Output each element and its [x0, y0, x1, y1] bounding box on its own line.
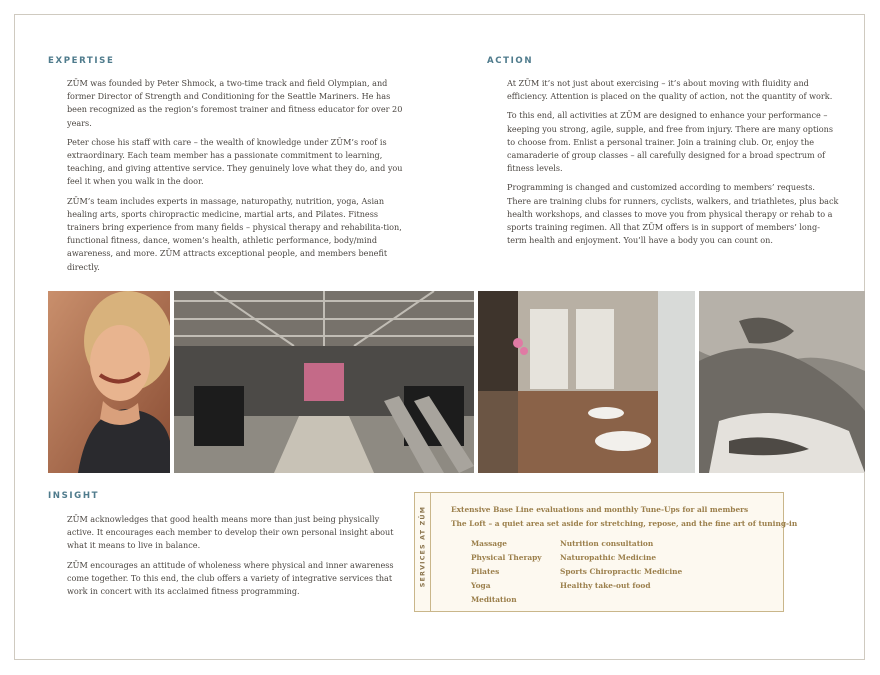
service-item: Nutrition consultation — [560, 539, 654, 548]
action-paragraph: At ZŪM it’s not just about exercising – it’s about moving with fluidity and efficiency. Attention is placed on the quality of action, not the quantity of work. — [507, 78, 833, 102]
services-box — [414, 492, 798, 612]
expertise-paragraph: ZŪM’s team includes experts in massage, naturopathy, nutrition, yoga, Asian healing arts, sports chiropractic medicine, martial arts, and Pilates. Fitness trainers bring experience from many fields – physical therapy and rehabilita-tion, functional fitness, dance, women’s health, athletic performance, body/mind awareness, and more. ZŪM attracts exceptional people, and members benefit directly. — [67, 195, 402, 272]
spa-bathroom-photo — [478, 291, 695, 473]
insight-column — [67, 513, 399, 604]
service-item: Naturopathic Medicine — [560, 553, 657, 562]
service-item: Meditation — [471, 595, 517, 604]
expertise-column — [67, 77, 407, 280]
gym-interior-photo — [174, 291, 474, 473]
expertise-paragraph: Peter chose his staff with care – the wealth of knowledge under ZŪM’s roof is extraordinary. Each team member has a passionate commitment to learning, teaching, and giving attentive service. They genuinely love what they do, and you feel it when you walk in the door. — [67, 136, 403, 187]
services-line: Extensive Base Line evaluations and monthly Tune-Ups for all members — [451, 505, 749, 514]
action-heading: ACTION — [487, 56, 534, 66]
services-line: The Loft – a quiet area set aside for stretching, repose, and the fine art of tuning-in — [451, 519, 798, 528]
services-list-right — [560, 537, 682, 593]
massage-photo — [699, 291, 865, 473]
insight-paragraph: ZŪM encourages an attitude of wholeness where physical and inner awareness come together. To this end, the club offers a variety of integrative services that work in concert with its acclaimed fitness programming. — [67, 559, 394, 597]
services-tab — [415, 493, 431, 611]
services-tab-label: SERVICES AT ZŪM — [419, 505, 427, 588]
service-item: Massage — [471, 539, 507, 548]
smiling-woman-photo — [48, 291, 170, 473]
service-item: Healthy take-out food — [560, 581, 651, 590]
service-item: Pilates — [471, 567, 500, 576]
service-item: Sports Chiropractic Medicine — [560, 567, 683, 576]
action-paragraph: Programming is changed and customized according to members’ requests. There are training clubs for runners, cyclists, walkers, and triathletes, plus back health workshops, and classes to move you from physical therapy or rehab to a sports training regimen. All that ZŪM offers is in support of members’ long-term health and enjoyment. You’ll have a body you can count on. — [507, 182, 839, 246]
expertise-heading: EXPERTISE — [48, 56, 115, 66]
action-column — [507, 77, 839, 253]
insight-paragraph: ZŪM acknowledges that good health means more than just being physically active. It encourages each member to develop their own personal insight about what it means to live in balance. — [67, 514, 394, 551]
insight-heading: INSIGHT — [48, 491, 100, 501]
service-item: Yoga — [471, 581, 491, 590]
action-paragraph: To this end, all activities at ZŪM are designed to enhance your performance – keeping you strong, agile, supple, and free from injury. There are many options to choose from. Enlist a personal trainer. Join a training club. Or, enjoy the camaraderie of group classes – all carefully designed for a broad spectrum of fitness levels. — [507, 110, 834, 174]
service-item: Physical Therapy — [471, 553, 542, 562]
services-list-left — [471, 537, 542, 607]
expertise-paragraph: ZŪM was founded by Peter Shmock, a two-time track and field Olympian, and former Director of Strength and Conditioning for the Seattle Mariners. He has been recognized as the region’s foremost trainer and fitness educator for over 20 years. — [67, 78, 403, 128]
